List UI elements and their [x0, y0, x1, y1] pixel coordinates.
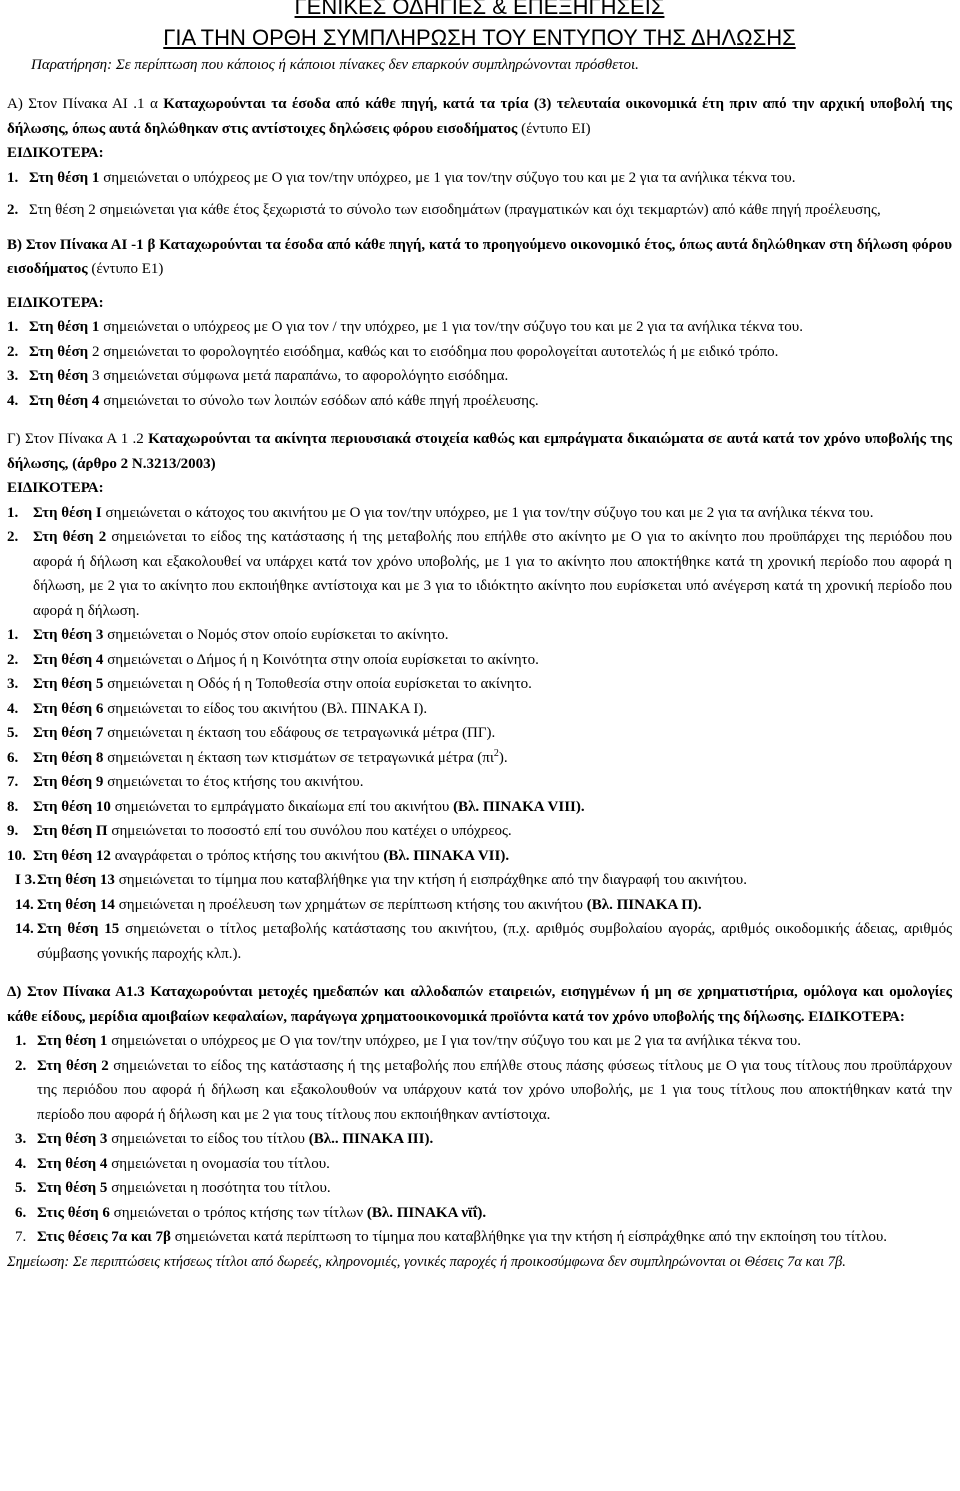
section-b-item: 4. Στη θέση 4 σημειώνεται το σύνολο των λοιπών εσόδων από κάθε πηγή προέλευσης. — [7, 392, 539, 409]
section-a-special: ΕΙΔΙΚΟΤΕΡΑ: — [7, 145, 104, 161]
document-subtitle: ΓΙΑ ΤΗΝ ΟΡΘΗ ΣΥΜΠΛΗΡΩΣΗ ΤΟΥ ΕΝΤΥΠΟΥ ΤΗΣ ΔΗΛΩΣΗΣ — [163, 25, 796, 50]
section-d-item: 4. Στη θέση 4 σημειώνεται η ονομασία του τίτλου. — [15, 1155, 330, 1172]
section-d-item: 2. Στη θέση 2 σημειώνεται το είδος της κατάστασης ή της μεταβολής που επήλθε στους πάσης φύσεως τίτλους με Ο για τους τίτλους που προϋπάρχουν της περιόδου που αφορά ή δήλωση και εξακολουθούν να υπάρχουν κατά τον χρόνο υποβολής, με 1 για τους τίτλους που αποκτήθηκαν κατά την περίοδο που αφορά ή δήλωση και με 2 για τους τίτλους που εκποιήθηκαν αντίστοιχα. — [15, 1057, 952, 1123]
footer-note: Σημείωση: Σε περιπτώσεις κτήσεως τίτλοι από δωρεές, κληρονομιές, γονικές παροχές ή προικοσύμφωνα δεν συμπληρώνονται οι Θέσεις 7α και 7β. — [7, 1253, 846, 1270]
section-d-item: 7. Στις θέσεις 7α και 7β σημειώνεται κατά περίπτωση το τίμημα που καταβλήθηκε για την κτήση ή είσπράχθηκε από την εκποίηση του τίτλου. — [15, 1229, 888, 1245]
section-c-item: 9. Στη θέση Π σημειώνεται το ποσοστό επί του συνόλου που κατέχει ο υπόχρεος. — [7, 823, 512, 839]
section-b-item: 3. Στη θέση 3 σημειώνεται σύμφωνα μετά παραπάνω, το αφορολόγητο εισόδημα. — [7, 368, 509, 384]
section-c-item: 14. Στη θέση 14 σημειώνεται η προέλευση των χρημάτων σε περίπτωση κτήσης του ακινήτου (Βλ. ΠΙΝΑΚΑ Π). — [15, 896, 702, 913]
section-c-item: 6. Στη θέση 8 σημειώνεται η έκταση των κτισμάτων σε τετραγωνικά μέτρα $(\pi\iota^2)$. — [7, 747, 508, 766]
section-c-item: 2. Στη θέση 4 σημειώνεται ο Δήμος ή η Κοινότητα στην οποία ευρίσκεται το ακίνητο. — [7, 651, 539, 668]
section-c-item: Ι 3. Στη θέση 13 σημειώνεται το τίμημα που καταβλήθηκε για την κτήση ή εισπράχθηκε από την διαγραφή του ακινήτου. — [15, 872, 747, 888]
document-title: ΓΕΝΙΚΕΣ ΟΔΗΓΙΕΣ & ΕΠΕΞΗΓΗΣΕΙΣ — [294, 0, 665, 19]
section-a-item: 1. Στη θέση 1 σημειώνεται ο υπόχρεος με Ο για τον/την υπόχρεο, με 1 για τον/την σύζυγο του και με 2 για τα ανήλικα τέκνα του. — [7, 169, 796, 186]
section-c-item: 2. Στη θέση 2 σημειώνεται το είδος της κατάστασης ή της μεταβολής που επήλθε στο ακίνητο με Ο για το ακίνητο που προϋπάρχει της περιόδου που αφορά ή δήλωση και εξακολουθεί να υπάρχει κατά τον χρόνο υποβολής, με 1 για το ακίνητο που αποκτήθηκε κατά τη χρονική περίοδο που αφορά η δήλωση, με 2 για το ακίνητο που εκποιήθηκε αντίστοιχα και με 3 για το ιδιόκτητο ακίνητο που ευρίσκεται υπό ανέγερση κατά τη χρονική περίοδο που αφορά η δήλωση. — [7, 529, 952, 619]
section-b-special: ΕΙΔΙΚΟΤΕΡΑ: — [7, 294, 104, 311]
section-c-item: 1. Στη θέση 3 σημειώνεται ο Νομός στον οποίο ευρίσκεται το ακίνητο. — [7, 627, 449, 643]
section-c-item: 14. Στη θέση 15 σημειώνεται ο τίτλος μεταβολής κατάστασης του ακινήτου, (π.χ. αριθμός συμβολαίου αγοράς, αριθμός οικοδομικής άδειας, αριθμός σύμβασης γονικής παροχής κλπ.). — [15, 921, 953, 962]
section-d-item: 3. Στη θέση 3 σημειώνεται το είδος του τίτλου (Βλ.. ΠΙΝΑΚΑ ΙΙΙ). — [15, 1131, 434, 1147]
section-d-item: 6. Στις θέση 6 σημειώνεται ο τρόπος κτήσης των τίτλων (Βλ. ΠΙΝΑΚΑ νϊΐ). — [15, 1204, 487, 1221]
section-b-item: 1. Στη θέση 1 σημειώνεται ο υπόχρεος με Ο για τον / την υπόχρεο, με 1 για τον/την σύζυγο του και με 2 για τα ανήλικα τέκνα του. — [7, 319, 803, 335]
section-c-item: 8. Στη θέση 10 σημειώνεται το εμπράγματο δικαίωμα επί του ακινήτου (Βλ. ΠΙΝΑΚΑ VIII). — [7, 798, 585, 815]
section-c-item: 3. Στη θέση 5 σημειώνεται η Οδός ή η Τοποθεσία στην οποία ευρίσκεται το ακίνητο. — [7, 676, 532, 692]
note-text: Παρατήρηση: Σε περίπτωση που κάποιος ή κάποιοι πίνακες δεν επαρκούν συμπληρώνονται πρόσθετοι. — [31, 57, 639, 73]
section-a-heading: Α) Στον Πίνακα ΑΙ .1 α Καταχωρούνται τα έσοδα από κάθε πηγή, κατά τα τρία (3) τελευταία οικονομικά έτη πριν από την αρχική υποβολή της δήλωσης, όπως αυτά δηλώθηκαν στις αντίστοιχες δηλώσεις φόρου εισοδήματος (έντυπο ΕΙ) — [7, 96, 952, 137]
section-a-item: 2. Στη θέση 2 σημειώνεται για κάθε έτος ξεχωριστά το σύνολο των εισοδημάτων (πραγματικών και όχι τεκμαρτών) από κάθε πηγή προέλευσης, — [7, 202, 881, 218]
section-c-item: 4. Στη θέση 6 σημειώνεται το είδος του ακινήτου (Βλ. ΠΙΝΑΚΑ Ι). — [7, 700, 428, 717]
section-c-item: 1. Στη θέση Ι σημειώνεται ο κάτοχος του ακινήτου με Ο για τον/την υπόχρεο, με 1 για τον/την σύζυγο του και με 2 για τα ανήλικα τέκνα του. — [7, 504, 874, 521]
section-c-item: 7. Στη θέση 9 σημειώνεται το έτος κτήσης του ακινήτου. — [7, 774, 364, 790]
section-b-item: 2. Στη θέση 2 σημειώνεται το φορολογητέο εισόδημα, καθώς και το εισόδημα που φορολογείται αυτοτελώς ή με ειδικό τρόπο. — [7, 343, 779, 360]
section-c-item: 10. Στη θέση 12 αναγράφεται ο τρόπος κτήσης του ακινήτου (Βλ. ΠΙΝΑΚΑ VII). — [7, 847, 510, 864]
section-d-heading: Δ) Στον Πίνακα Α1.3 Καταχωρούνται μετοχές ημεδαπών και αλλοδαπών εταιρειών, εισηγμένων ή μη σε χρηματιστήρια, ομόλογα και ομολογίες κάθε είδους, μερίδια αμοιβαίων κεφαλαίων, παράγωγα χρηματοοικονομικά προϊόντα κατά τον χρόνο υποβολής της δήλωσης. ΕΙΔΙΚΟΤΕΡΑ: — [7, 984, 952, 1025]
section-c-item: 5. Στη θέση 7 σημειώνεται η έκταση του εδάφους σε τετραγωνικά μέτρα (ΠΓ). — [7, 725, 496, 741]
section-c-special: ΕΙΔΙΚΟΤΕΡΑ: — [7, 480, 104, 496]
section-b-heading: Β) Στον Πίνακα ΑΙ -1 β Καταχωρούνται τα έσοδα από κάθε πηγή, κατά το προηγούμενο οικονομικό έτος, όπως αυτά δηλώθηκαν στη δήλωση φόρου εισοδήματος (έντυπο Ε1) — [7, 236, 952, 277]
section-c-heading: Γ) Στον Πίνακα Α 1 .2 Καταχωρούνται τα ακίνητα περιουσιακά στοιχεία καθώς και εμπράγματα δικαιώματα σε αυτά κατά τον χρόνο υποβολής της δήλωσης, (άρθρο 2 Ν.3213/2003) — [7, 431, 952, 472]
section-d-item: 1. Στη θέση 1 σημειώνεται ο υπόχρεος με Ο για τον/την υπόχρεο, με Ι για τον/την σύζυγο του και με 2 για τα ανήλικα τέκνα του. — [15, 1033, 801, 1049]
section-d-item: 5. Στη θέση 5 σημειώνεται η ποσότητα του τίτλου. — [15, 1180, 331, 1196]
